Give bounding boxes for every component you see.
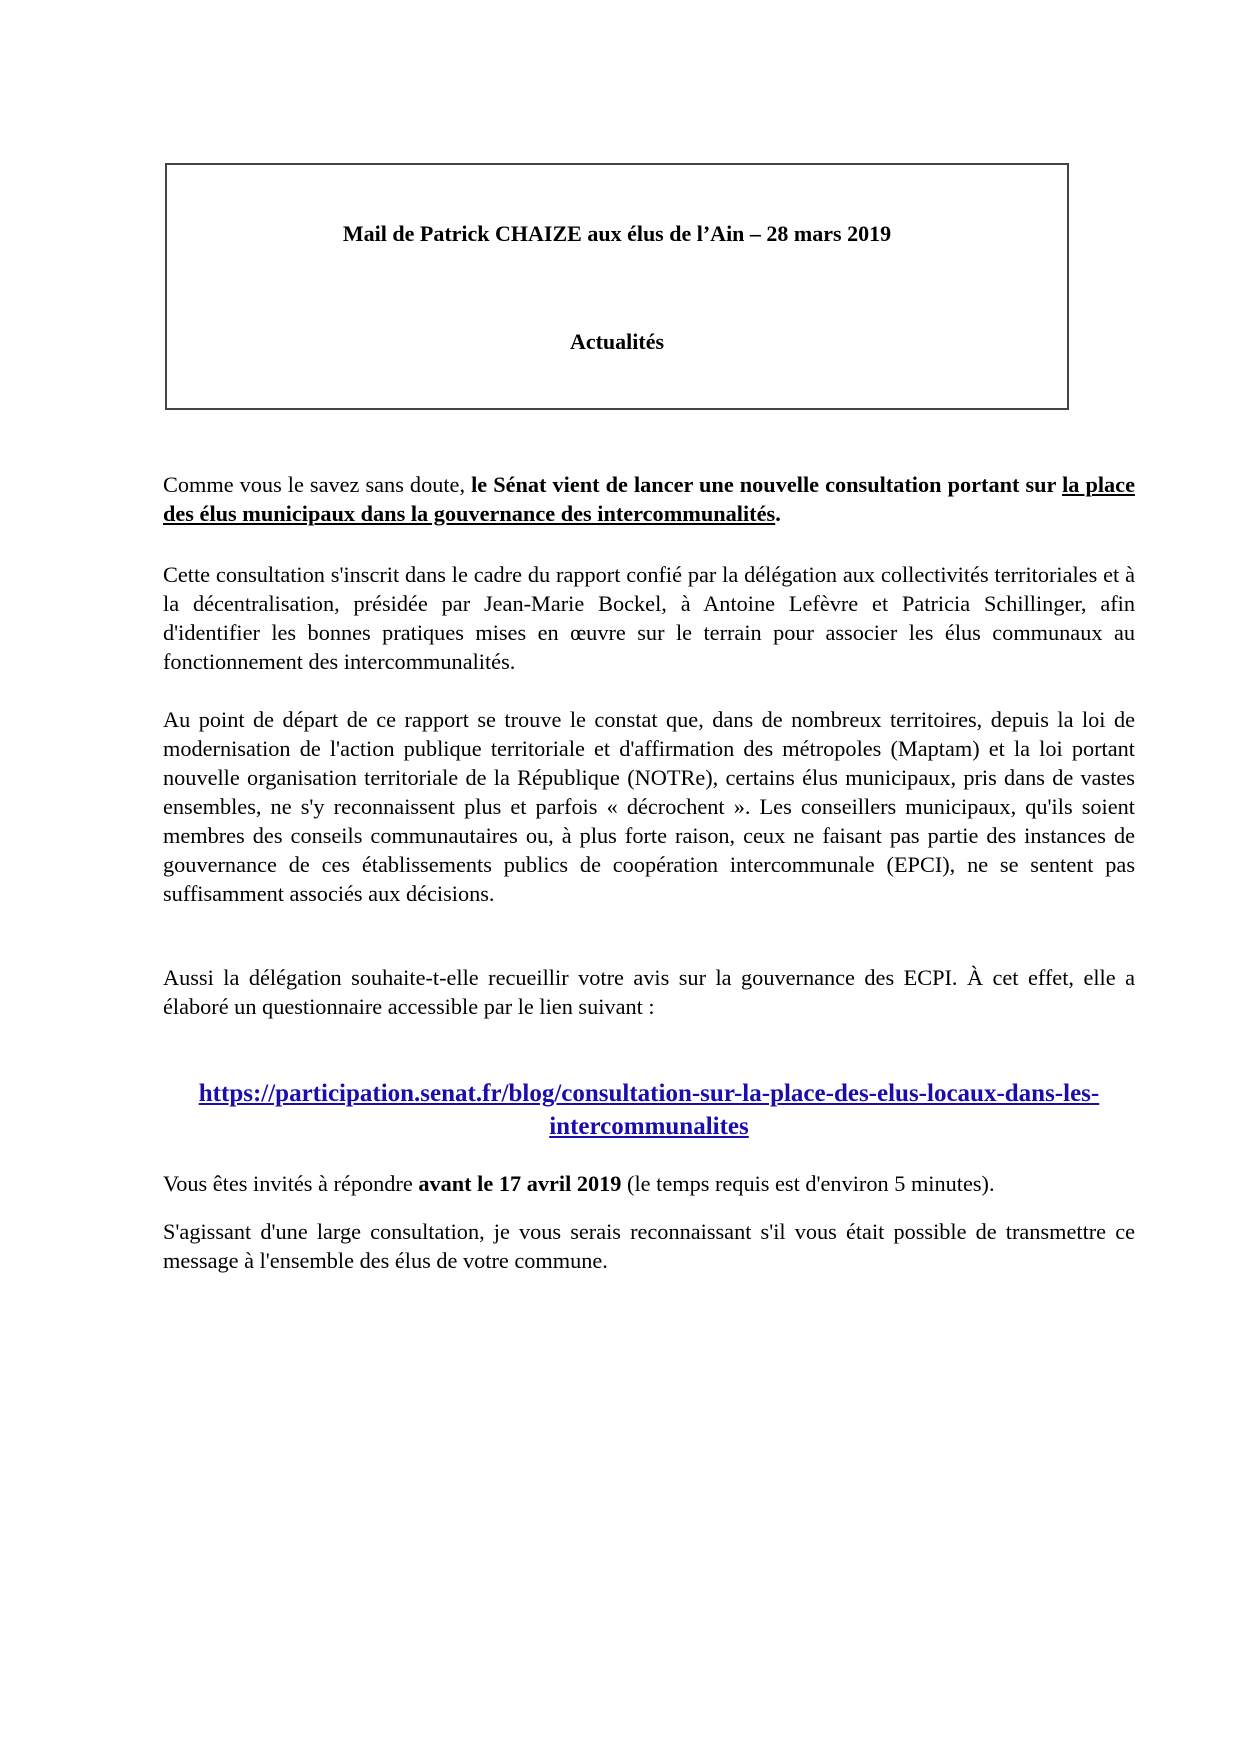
paragraph-deadline [163,1169,1135,1198]
paragraph-questionnaire: Aussi la délégation souhaite-t-elle recueillir votre avis sur la gouvernance des ECPI. À cet effet, elle a élaboré un questionnaire accessible par le lien suivant : [163,965,1135,1019]
document-title: Mail de Patrick CHAIZE aux élus de l’Ain – 28 mars 2019 [342,221,892,246]
paragraph-intro-topic: la place des élus municipaux dans la gouvernance des intercommunalités [163,472,1135,526]
consultation-link[interactable]: https://participation.senat.fr/blog/consultation-sur-la-place-des-elus-locaux-dans-les-intercommunalites [198,1080,1100,1140]
paragraph-closing: S'agissant d'une large consultation, je vous serais reconnaissant s'il vous était possible de transmettre ce message à l'ensemble des élus de votre commune. [163,1219,1135,1273]
deadline-date: avant le 17 avril 2019 [418,1171,622,1196]
header-box [165,163,1069,410]
paragraph-context: Cette consultation s'inscrit dans le cadre du rapport confié par la délégation aux collectivités territoriales et à la décentralisation, présidée par Jean-Marie Bockel, à Antoine Lefèvre et Patricia Schillinger, afin d'identifier les bonnes pratiques mises en œuvre sur le terrain pour associer les élus communaux au fonctionnement des intercommunalités. [163,562,1135,674]
consultation-link-block [163,1077,1135,1143]
paragraph-findings: Au point de départ de ce rapport se trouve le constat que, dans de nombreux territoires, depuis la loi de modernisation de l'action publique territoriale et d'affirmation des métropoles (Maptam) et la loi portant nouvelle organisation territoriale de la République (NOTRe), certains élus municipaux, pris dans de vastes ensembles, ne s'y reconnaissent plus et parfois « décrochent ». Les conseillers municipaux, qu'ils soient membres des conseils communautaires ou, à plus forte raison, ceux ne faisant pas partie des instances de gouvernance de ces établissements publics de coopération intercommunale (EPCI), ne se sentent pas suffisamment associés aux décisions. [163,707,1135,906]
paragraph-intro-text: Comme vous le savez sans doute, [163,472,472,497]
document-subtitle: Actualités [569,329,665,354]
paragraph-intro [163,470,1135,528]
paragraph-intro-bold: le Sénat vient de lancer une nouvelle consultation portant sur [471,472,1063,497]
paragraph-deadline-intro: Vous êtes invités à répondre [163,1171,419,1196]
paragraph-deadline-end: (le temps requis est d'environ 5 minutes). [621,1171,995,1196]
paragraph-intro-end: . [775,501,781,526]
